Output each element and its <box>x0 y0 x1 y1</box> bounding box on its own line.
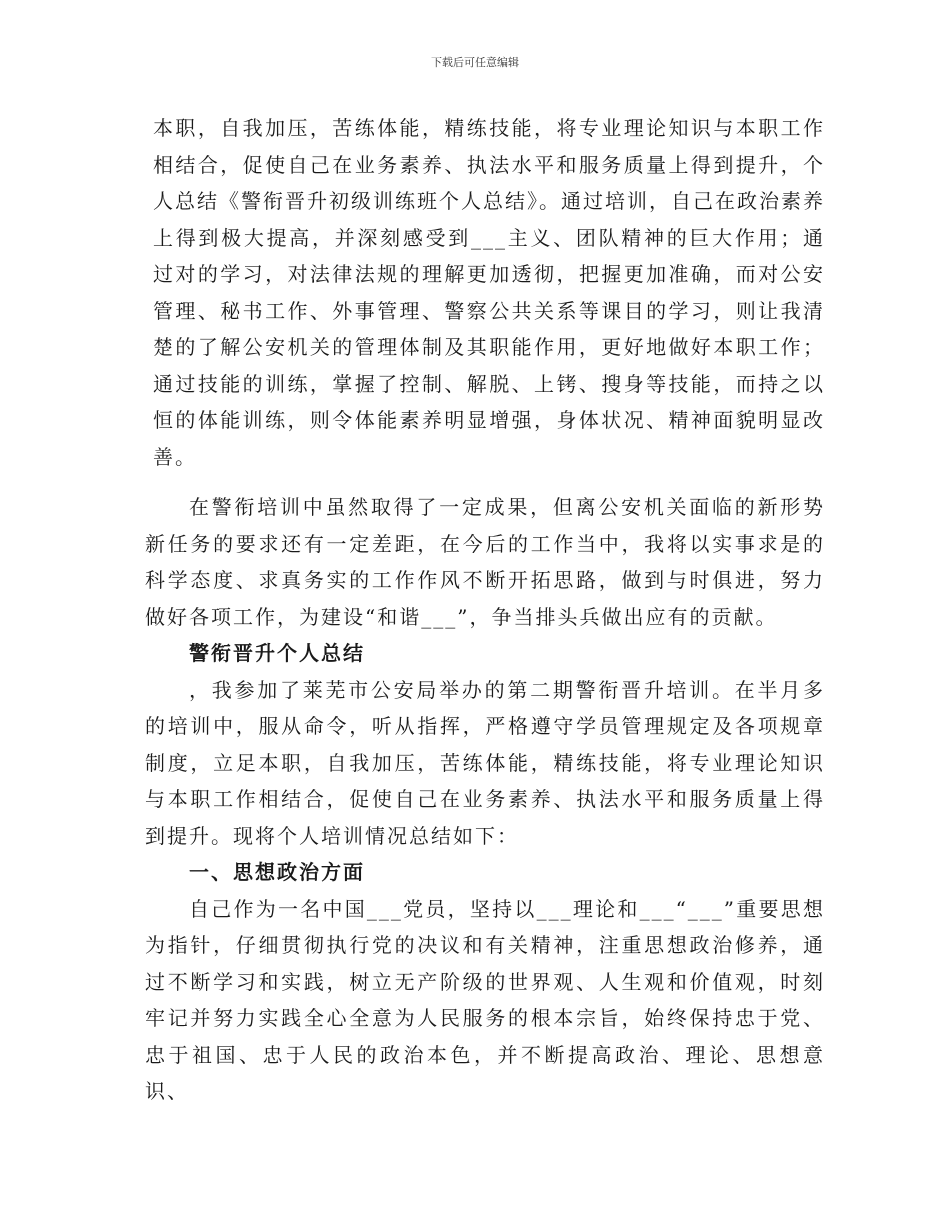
paragraph-future-work: 在警衔培训中虽然取得了一定成果，但离公安机关面临的新形势新任务的要求还有一定差距，在今后的工作当中，我将以实事求是的科学态度、求真务实的工作作风不断开拓思路，做到与时俱进，努力做好各项工作，为建设“和谐___”，争当排头兵做出应有的贡献。 <box>145 495 825 629</box>
paragraph-training-intro: ，我参加了莱芜市公安局举办的第二期警衔晋升培训。在半月多的培训中，服从命令，听从指挥，严格遵守学员管理规定及各项规章制度，立足本职，自我加压，苦练体能，精练技能，将专业理论知识与本职工作相结合，促使自己在业务素养、执法水平和服务质量上得到提升。现将个人培训情况总结如下： <box>145 677 825 848</box>
paragraph-political: 自己作为一名中国___党员，坚持以___理论和___“___”重要思想为指针，仔细贯彻执行党的决议和有关精神，注重思想政治修养，通过不断学习和实践，树立无产阶级的世界观、人生观和价值观，时刻牢记并努力实践全心全意为人民服务的根本宗旨，始终保持忠于党、忠于祖国、忠于人民的政治本色，并不断提高政治、理论、思想意识、 <box>145 896 825 1103</box>
document-body <box>145 110 825 1110</box>
section-title: 警衔晋升个人总结 <box>189 641 365 665</box>
page-header: 下载后可任意编辑 <box>431 56 519 69</box>
paragraph-continued-summary: 本职，自我加压，苦练体能，精练技能，将专业理论知识与本职工作相结合，促使自己在业务素养、执法水平和服务质量上得到提升，个人总结《警衔晋升初级训练班个人总结》。通过培训，自己在政治素养上得到极大提高，并深刻感受到___主义、团队精神的巨大作用；通过对的学习，对法律法规的理解更加透彻，把握更加准确，而对公安管理、秘书工作、外事管理、警察公共关系等课目的学习，则让我清楚的了解公安机关的管理体制及其职能作用，更好地做好本职工作；通过技能的训练，掌握了控制、解脱、上铐、搜身等技能，而持之以恒的体能训练，则令体能素养明显增强，身体状况、精神面貌明显改善。 <box>153 116 825 469</box>
section-heading-political: 一、思想政治方面 <box>189 860 365 884</box>
